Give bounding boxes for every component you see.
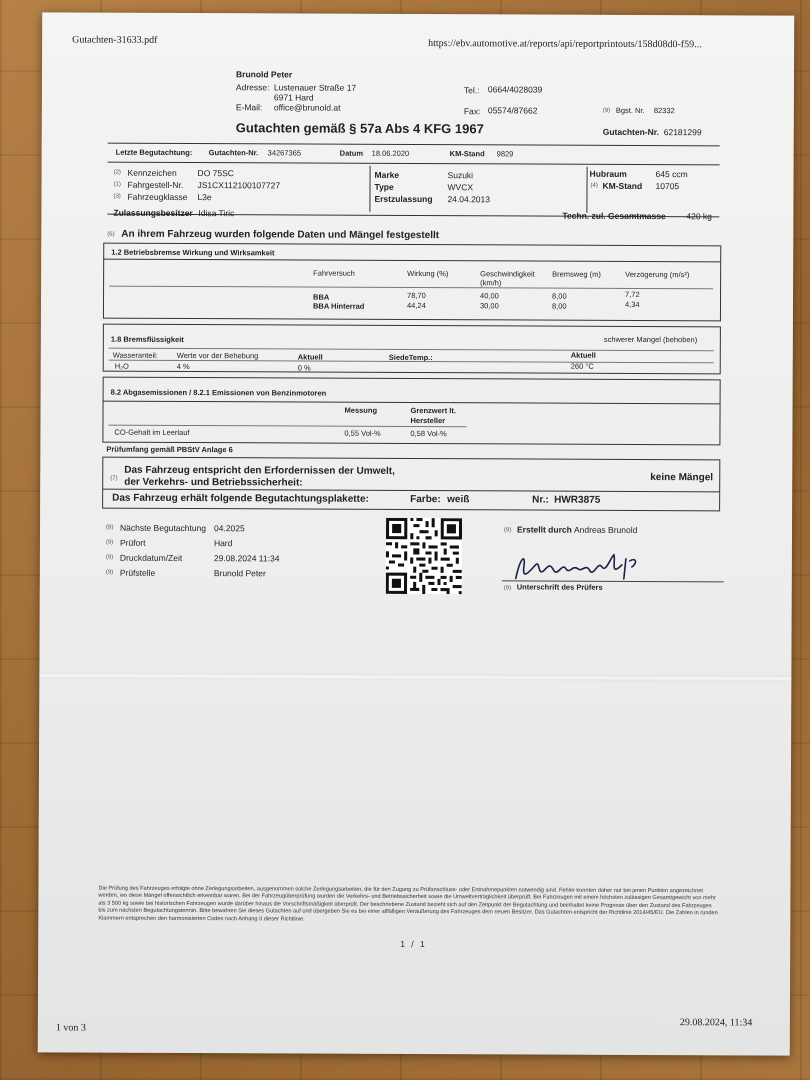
pruefort-label: Prüfort — [119, 537, 146, 548]
last-inspection-km: 9829 — [496, 149, 514, 159]
email-value: office@brunold.at — [273, 102, 341, 113]
paper-sheet — [38, 12, 795, 1055]
co-grenz: 0,58 Vol-% — [410, 428, 447, 439]
co-label: CO-Gehalt im Leerlauf — [114, 427, 190, 438]
vehicle-divider-1 — [369, 166, 370, 212]
besitzer-label: Zulassungsbesitzer — [113, 207, 193, 219]
last-inspection-nr: 34267365 — [267, 148, 302, 158]
siede-label: SiedeTemp.: — [388, 352, 433, 363]
erstellt-label: Erstellt durch — [516, 524, 572, 535]
gutachten-nr-label: Gutachten-Nr. — [602, 126, 659, 138]
pruefstelle-label: Prüfstelle — [119, 567, 156, 578]
pruefort-value: Hard — [213, 538, 233, 549]
last-inspection-date: 18.06.2020 — [371, 148, 410, 158]
naechste-label: Nächste Begutachtung — [120, 522, 207, 534]
kennzeichen-label: Kennzeichen — [127, 167, 177, 178]
km-code: (4) — [590, 182, 598, 189]
bgst-code: (9) — [602, 107, 611, 114]
result-line1: Das Fahrzeug entspricht den Erfordernissen der Umwelt, — [124, 464, 395, 477]
druck-value: 29.08.2024 11:34 — [213, 553, 280, 564]
km-value: 10705 — [655, 181, 680, 192]
erstellt-code: (9) — [504, 527, 512, 534]
emission-title: 8.2 Abgasemissionen / 8.2.1 Emissionen von Benzinmotoren — [110, 387, 327, 398]
address-line1: Lustenauer Straße 17 — [273, 82, 357, 93]
naechste-code: (8) — [106, 524, 114, 531]
last-inspection-km-label: KM-Stand — [449, 149, 485, 159]
qr-code — [386, 518, 462, 594]
pruefstelle-code: (9) — [105, 569, 114, 576]
plakette-nr-label: Nr.: — [532, 494, 549, 506]
brake-row-weg: 8,00 — [552, 291, 567, 301]
brake-header-speed: Geschwindigkeit (km/h) — [480, 269, 535, 288]
h2o-before: 4 % — [176, 361, 190, 372]
werte-label: Werte vor der Behebung — [176, 350, 259, 361]
gesamtmasse-value: 420 kg — [686, 211, 712, 222]
company-name: Brunold Peter — [235, 69, 293, 80]
vehicle-divider-2 — [586, 167, 587, 213]
fahrgestell-code: (1) — [113, 181, 121, 188]
last-inspection-date-label: Datum — [339, 148, 364, 158]
hubraum-label: Hubraum — [589, 168, 627, 179]
marke-value: Suzuki — [447, 170, 474, 181]
last-inspection-label: Letzte Begutachtung: — [115, 147, 193, 158]
bgst-value: 82332 — [653, 106, 675, 116]
brake-header-verzoegerung: Verzögerung (m/s²) — [625, 269, 690, 280]
gesamtmasse-label: Techn. zul. Gesamtmasse — [562, 210, 666, 222]
pdf-filename: Gutachten-31633.pdf — [72, 34, 158, 46]
bgst-label: Bgst. Nr. — [615, 105, 645, 115]
brake-title: 1.2 Betriebsbremse Wirkung und Wirksamkeit — [111, 247, 275, 258]
hubraum-value: 645 ccm — [655, 169, 688, 180]
aktuell2-label: Aktuell — [570, 350, 596, 360]
gutachten-nr-value: 62181299 — [663, 127, 702, 138]
marke-label: Marke — [374, 169, 400, 180]
besitzer-value: Idisa Tiric — [198, 208, 235, 219]
druck-code: (9) — [105, 554, 114, 561]
pruefort-code: (9) — [105, 539, 114, 546]
klasse-label: Fahrzeugklasse — [127, 191, 188, 202]
brake-header-bremsweg: Bremsweg (m) — [552, 269, 601, 279]
unterschrift-label: Unterschrift des Prüfers — [516, 582, 603, 592]
brake-row-wirkung: 78,70 — [407, 290, 426, 301]
brake-row-verz: 7,72 — [625, 289, 640, 299]
address-label: Adresse: — [235, 82, 270, 93]
last-inspection-nr-label: Gutachten-Nr. — [208, 148, 259, 158]
h2o-now: 0 % — [297, 363, 311, 373]
farbe-value: weiß — [447, 494, 470, 506]
fax-value: 05574/87662 — [487, 105, 538, 116]
brake-header-wirkung: Wirkung (%) — [407, 268, 449, 279]
paper-fold — [39, 672, 791, 681]
brake-row-name: BBA — [313, 292, 330, 302]
plakette-nr-value: HWR3875 — [554, 494, 601, 506]
fluid-title: 1.8 Bremsflüssigkeit — [110, 334, 184, 344]
last-inspection-bar — [108, 143, 720, 166]
naechste-value: 04.2025 — [214, 523, 245, 534]
page-count: 1 von 3 — [55, 1022, 86, 1034]
brake-header-fahrversuch: Fahrversuch — [313, 268, 355, 278]
plakette-text: Das Fahrzeug erhält folgende Begutachtungsplakette: — [112, 492, 369, 505]
brake-row-verz: 4,34 — [624, 299, 640, 309]
fahrgestell-value: JS1CX112100107727 — [197, 180, 281, 191]
address-line2: 6971 Hard — [273, 92, 314, 103]
wasser-label: Wasseranteil: — [112, 350, 158, 360]
kennzeichen-value: DO 75SC — [197, 168, 234, 179]
fluid-status: schwerer Mangel (behoben) — [603, 334, 698, 345]
farbe-label: Farbe: — [410, 493, 441, 506]
messung-label: Messung — [344, 405, 378, 415]
km-label: KM-Stand — [602, 180, 643, 191]
brake-row-speed: 40,00 — [480, 291, 499, 301]
result-line2: der Verkehrs- und Betriebssicherheit: — [124, 476, 303, 489]
druck-label: Druckdatum/Zeit — [119, 552, 183, 563]
tel-value: 0664/4028039 — [487, 84, 543, 95]
erstzulassung-label: Erstzulassung — [374, 193, 433, 205]
co-messung: 0,55 Vol-% — [344, 428, 381, 438]
type-label: Type — [374, 181, 394, 192]
fine-print: Die Prüfung des Fahrzeuges erfolgte ohne Zerlegungsarbeiten, ausgenommen solche Zerlegungsarbeiten, die für den Zugang zu Prüfanschluss- oder Entnahmepunkten notwendig sind. Fehler konnten daher nur bei jenen Punkten angezeichnet werden, wo diese Mängel offensichtlich erkennbar waren. Bei der Fahrzeugüberprüfung wurden die Verkehrs- und Betriebssicherheit sowie die Umweltverträglichkeit überprüft. Bei Fahrzeugen mit einem höchsten zulässigen Gesamtgewicht von mehr als 3 500 kg sowie bei historischen Fahrzeugen wurde darüber hinaus die Vorschriftsmäßigkeit überprüft. Der beschriebene Zustand bezieht sich auf den Zeitpunkt der Begutachtung und beinhaltet keine Prognose über den Zustand des Fahrzeuges bis zum nächsten Begutachtungstermin. Bitte bewahren Sie dieses Gutachten auf und übergeben Sie es bei einer allfälligen Veräußerung des Fahrzeuges dem neuen Besitzer. Das Gutachten entspricht der Richtlinie 2014/45/EU. Die Zahlen in runden Klammern entsprechen den harmonisierten Codes nach Anhang II dieser Richtlinie. — [98, 885, 718, 923]
aktuell-label: Aktuell — [297, 352, 323, 362]
h2o-label: H₂O — [114, 361, 129, 371]
page-counter: 1 / 1 — [400, 938, 427, 950]
erstzulassung-value: 24.04.2013 — [447, 194, 491, 205]
erstellt-value: Andreas Brunold — [573, 524, 638, 535]
brake-row-speed: 30,00 — [479, 301, 499, 311]
klasse-code: (3) — [113, 193, 121, 200]
brake-row-weg: 8,00 — [551, 301, 567, 311]
findings-heading: An ihrem Fahrzeug wurden folgende Daten und Mängel festgestellt — [121, 228, 440, 242]
fax-label: Fax: — [463, 106, 481, 117]
result-verdict: keine Mängel — [650, 472, 714, 484]
report-url: https://ebv.automotive.at/reports/api/reportprintouts/158d08d0-f59... — [428, 38, 702, 51]
kennzeichen-code: (2) — [113, 169, 121, 176]
grenz-label-2: Hersteller — [410, 415, 446, 426]
klasse-value: L3e — [197, 192, 212, 203]
qr-code-graphic — [386, 518, 462, 594]
pruefumfang: Prüfumfang gemäß PBStV Anlage 6 — [106, 444, 233, 455]
print-datetime: 29.08.2024, 11:34 — [679, 1017, 753, 1029]
findings-code: (6) — [107, 231, 115, 238]
unterschrift-code: (9) — [503, 585, 512, 592]
email-label: E-Mail: — [235, 102, 263, 113]
fahrgestell-label: Fahrgestell-Nr. — [127, 179, 184, 190]
grenz-label-1: Grenzwert lt. — [410, 405, 456, 416]
page-title: Gutachten gemäß § 57a Abs 4 KFG 1967 — [235, 120, 484, 137]
result-code: (7) — [110, 475, 118, 482]
pruefstelle-value: Brunold Peter — [213, 568, 266, 579]
type-value: WVCX — [447, 182, 474, 193]
siede-now: 260 °C — [570, 361, 594, 371]
brake-row-wirkung: 44,24 — [406, 300, 426, 311]
brake-row-name: BBA Hinterrad — [312, 301, 365, 311]
tel-label: Tel.: — [463, 85, 480, 96]
